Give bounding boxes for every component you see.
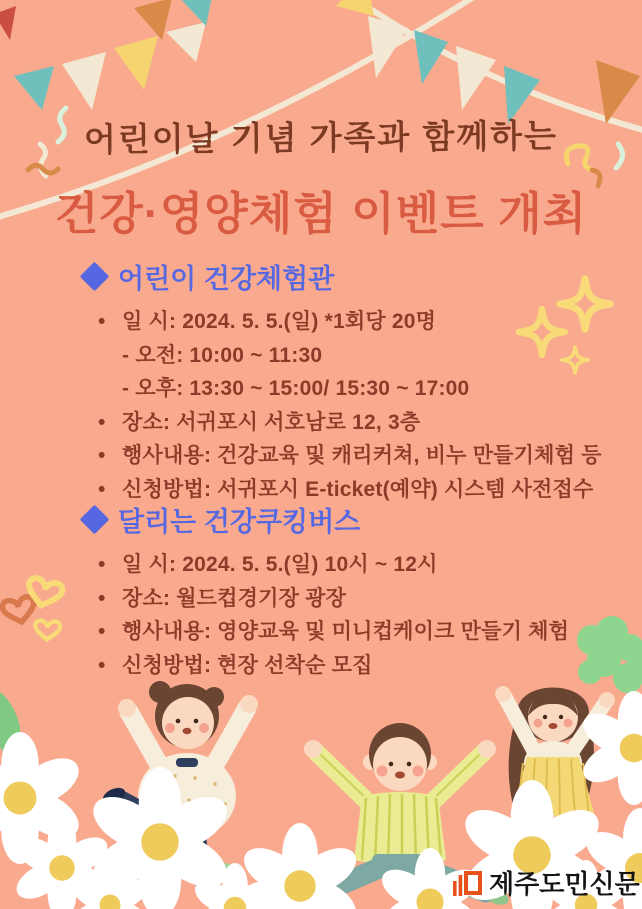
event-detail-text: - 오후: 13:30 ~ 15:00/ 15:30 ~ 17:00: [122, 377, 470, 400]
section-header: [84, 500, 629, 539]
bullet-icon: •: [98, 477, 106, 501]
event-detail-text: 일 시: 2024. 5. 5.(일) *1회당 20명: [122, 310, 437, 333]
event-detail-text: 장소: 서귀포시 서호남로 12, 3층: [122, 410, 421, 434]
bullet-icon: •: [98, 620, 106, 643]
event-detail-subitem: [98, 372, 629, 406]
event-detail-item: [98, 305, 629, 339]
section-health-cooking-bus: [84, 500, 629, 682]
poster-subtitle: 어린이날 기념 가족과 함께하는: [83, 116, 559, 159]
event-detail-item: [98, 439, 629, 473]
bullet-icon: •: [98, 553, 106, 576]
section-header: [84, 257, 629, 296]
bullet-icon: •: [98, 586, 106, 610]
event-detail-text: 장소: 월드컵경기장 광장: [122, 586, 347, 610]
newspaper-logo: [452, 864, 640, 901]
bullet-icon: •: [98, 444, 106, 467]
event-detail-text: 신청방법: 서귀포시 E-ticket(예약) 시스템 사전접수: [122, 477, 594, 501]
section-title: 어린이 건강체험관: [118, 264, 335, 294]
event-detail-item: [98, 406, 629, 440]
event-detail-text: 행사내용: 건강교육 및 캐리커쳐, 비누 만들기체험 등: [122, 444, 602, 467]
event-detail-text: - 오전: 10:00 ~ 11:30: [122, 343, 323, 367]
event-detail-text: 행사내용: 영양교육 및 미니컵케이크 만들기 체험: [122, 620, 570, 643]
bullet-icon: •: [98, 653, 106, 677]
newspaper-logo-icon: [452, 868, 482, 898]
newspaper-logo-text: 제주도민신문: [489, 869, 640, 899]
event-detail-item: [98, 582, 629, 616]
section-children-health-hall: [84, 257, 629, 506]
event-detail-list: [84, 548, 629, 682]
diamond-icon: [80, 505, 110, 535]
event-detail-list: [84, 305, 629, 506]
event-detail-subitem: [98, 339, 629, 373]
event-detail-item: [98, 548, 629, 582]
event-detail-item: [98, 649, 629, 683]
heart-decorations: [1, 577, 64, 641]
diamond-icon: [80, 262, 110, 292]
poster-title: 건강·영양체험 이벤트 개최: [54, 188, 588, 239]
event-detail-text: 신청방법: 현장 선착순 모집: [122, 653, 373, 677]
section-title: 달리는 건강쿠킹버스: [118, 507, 361, 537]
bullet-icon: •: [98, 310, 106, 333]
bullet-icon: •: [98, 410, 106, 434]
event-detail-text: 일 시: 2024. 5. 5.(일) 10시 ~ 12시: [122, 553, 438, 576]
event-detail-item: [98, 615, 629, 649]
